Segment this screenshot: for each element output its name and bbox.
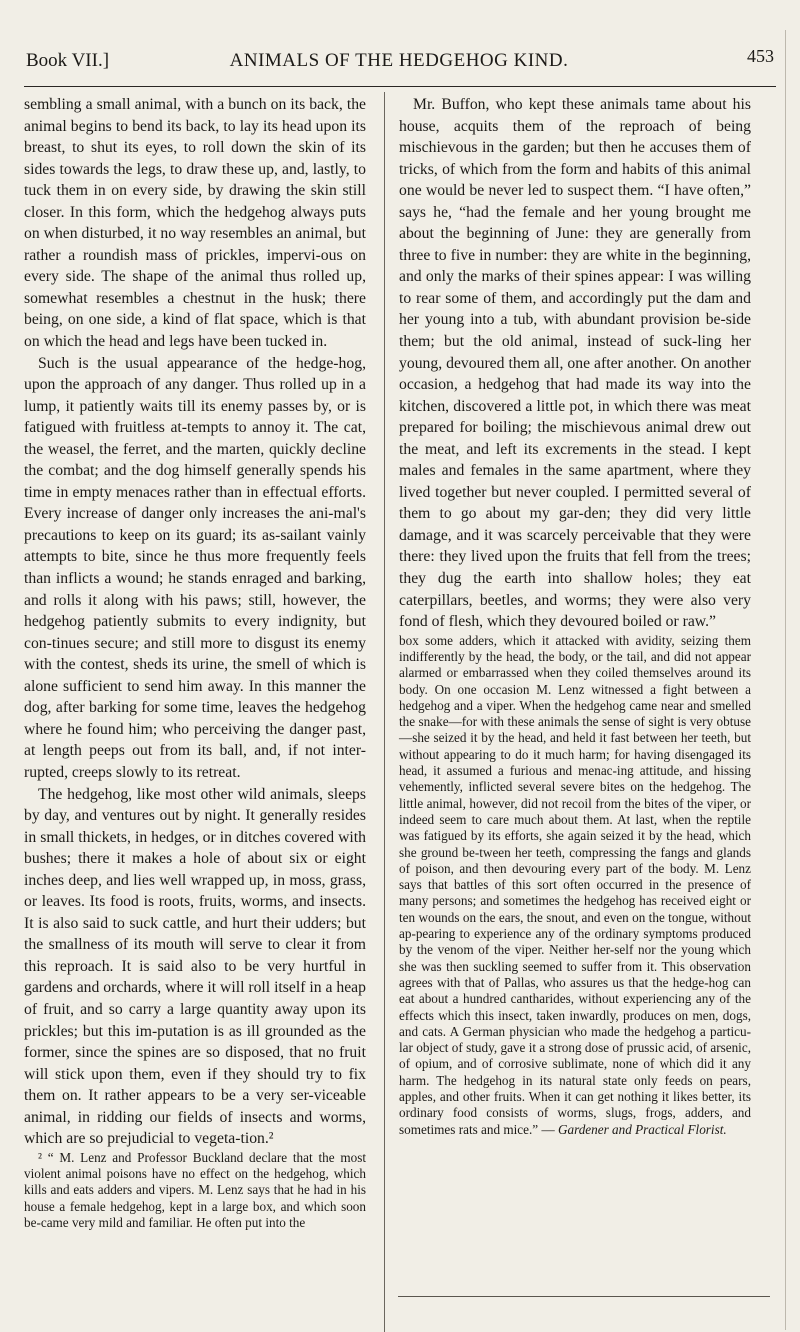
- running-header: [24, 46, 774, 80]
- book-label: Book VII.]: [26, 50, 110, 71]
- right-column: [399, 94, 751, 1138]
- header-rule: [24, 86, 776, 87]
- page-number: 453: [747, 46, 774, 66]
- paragraph: Such is the usual appearance of the hedge-hog, upon the approach of any danger. Thus rolled up in a lump, it patiently waits till its enemy passes by, or is fatigued with fruitless at-tempts to annoy it. The cat, the weasel, the ferret, and the marten, quickly decline the combat; and the dog himself generally spends his time in empty menaces rather than in effectual efforts. Every increase of danger only increases the ani-mal's precautions to keep on its guard; its as-sailant vainly attempts to bite, since he thus more frequently feels than inflicts a wound; he stands enraged and barking, and rolls it along with his paws; still, however, the hedgehog patiently submits to every indignity, but con-tinues secure; and still more to disgust its enemy with the contest, sheds its urine, the smell of which is alone sufficient to send him away. In this manner the dog, after barking for some time, leaves the hedgehog where he found him; who perceiving the danger past, at length peeps out from its ball, and, if not inter-rupted, creeps slowly to its retreat.: [24, 354, 366, 781]
- paragraph: Mr. Buffon, who kept these animals tame about his house, acquits them of the reproach of being mischievous in the garden; but then he accuses them of tricks, of which from the form and habits of this animal one would be never led to suspect them. “I have often,” says he, “had the female and her young brought me about the beginning of June: they are generally from three to five in number: they are white in the beginning, and only the marks of their spines appear: I was willing to rear some of them, and accordingly put the dam and her young into a tub, with abundant provision be-side them; but the old animal, instead of suck-ling her young, devoured them all, one after another. On another occasion, a hedgehog that had made its way into the kitchen, discovered a little pot, in which there was meat prepared for boiling; the mischievous animal drew out the meat, and left its excrements in the stead. I kept males and females in the same apartment, where they lived together but never coupled. I permitted several of them to go about my gar-den; they did very little damage, and it was scarcely perceivable that they were there: they lived upon the fruits that fell from the trees; they dug the earth into shallow holes; they eat caterpillars, beetles, and worms; they were also very fond of flesh, which they devoured boiled or raw.”: [399, 96, 751, 631]
- footnote-continuation: [399, 633, 751, 1138]
- bottom-rule: [398, 1296, 770, 1297]
- footnote-text: box some adders, which it attacked with avidity, seizing them indifferently by the head, the body, or the tail, and did not appear alarmed or embarrassed when they coiled themselves around its body. On one occasion M. Lenz witnessed a fight between a hedgehog and a viper. When the hedgehog came near and smelled the snake—for with these animals the sense of sight is very obtuse—she seized it by the head, and held it fast between her teeth, but without appearing to do it much harm; for having disengaged its head, it assumed a furious and menac-ing attitude, and hissing vehemently, inflicted several severe bites on the hedgehog. The little animal, however, did not recoil from the bites of the viper, or indeed seem to care much about them. At last, when the reptile was fatigued by its efforts, she again seized it by the head, which she ground be-tween her teeth, compressing the fangs and glands of poison, and then devouring every part of the body. M. Lenz says that battles of this sort often occurred in the presence of many persons; and sometimes the hedgehog has received eight or ten wounds on the ears, the snout, and even on the tongue, without ap-pearing to experience any of the ordinary symptoms produced by the venom of the viper. Neither her-self nor the young which she was then suckling seemed to suffer from it. This observation agrees with that of Pallas, who assures us that the hedge-hog can eat about a hundred cantharides, without experiencing any of the effects which this insect, taken inwardly, produces on men, dogs, and cats. A German physician who made the hedgehog a particu-lar object of study, gave it a strong dose of prussic acid, of arsenic, of opium, and of corrosive sublimate, none of which did it any harm. The hedgehog in its natural state only feeds on pears, apples, and other fruits. When it can get nothing it likes better, its ordinary food consists of worms, slugs, frogs, adders, and sometimes rats and mice.” —: [399, 632, 751, 1137]
- paragraph: sembling a small animal, with a bunch on its back, the animal begins to bend its back, to lay its head upon its breast, to shut its eyes, to roll down the skin of its sides towards the legs, to draw these up, and, lastly, to tuck them in on every side, by drawing the skin still closer. In this form, which the hedgehog always puts on when disturbed, it no way resembles an animal, but rather a roundish mass of prickles, impervi-ous on every side. The shape of the animal thus rolled up, somewhat resembles a chestnut in the husk; there being, on one side, a kind of flat space, which is that on which the head and legs have been tucked in.: [24, 96, 366, 351]
- chapter-title: ANIMALS OF THE HEDGEHOG KIND.: [229, 50, 569, 71]
- footnote: ² “ M. Lenz and Professor Buckland declare that the most violent animal poisons have no effect on the hedgehog, which kills and eats adders and vipers. M. Lenz says that he had in his house a female hedgehog, kept in a large box, and which soon be-came very mild and familiar. He often put into the: [24, 1149, 366, 1230]
- column-divider: [384, 92, 385, 1332]
- left-column: [24, 94, 366, 1231]
- footnote-source: Gardener and Practical Florist.: [557, 1121, 727, 1137]
- paragraph: The hedgehog, like most other wild animals, sleeps by day, and ventures out by night. It generally resides in small thickets, in hedges, or in ditches covered with bushes; there it makes a hole of about six or eight inches deep, and lies well wrapped up, in moss, grass, or leaves. Its food is roots, fruits, worms, and insects. It is also said to suck cattle, and hurt their udders; but the smallness of its mouth will serve to clear it from this reproach. It is said also to be very hurtful in gardens and orchards, where it will roll itself in a heap of fruit, and so carry a large quantity away upon its prickles; but this im-putation is as ill grounded as the former, since the spines are so disposed, that no fruit will stick upon them, even if they should try to fix them on. It rather appears to be a very ser-viceable animal, in ridding our fields of insects and worms, which are so prejudicial to vegeta-tion.²: [24, 785, 366, 1148]
- page-edge-line: [785, 30, 786, 1330]
